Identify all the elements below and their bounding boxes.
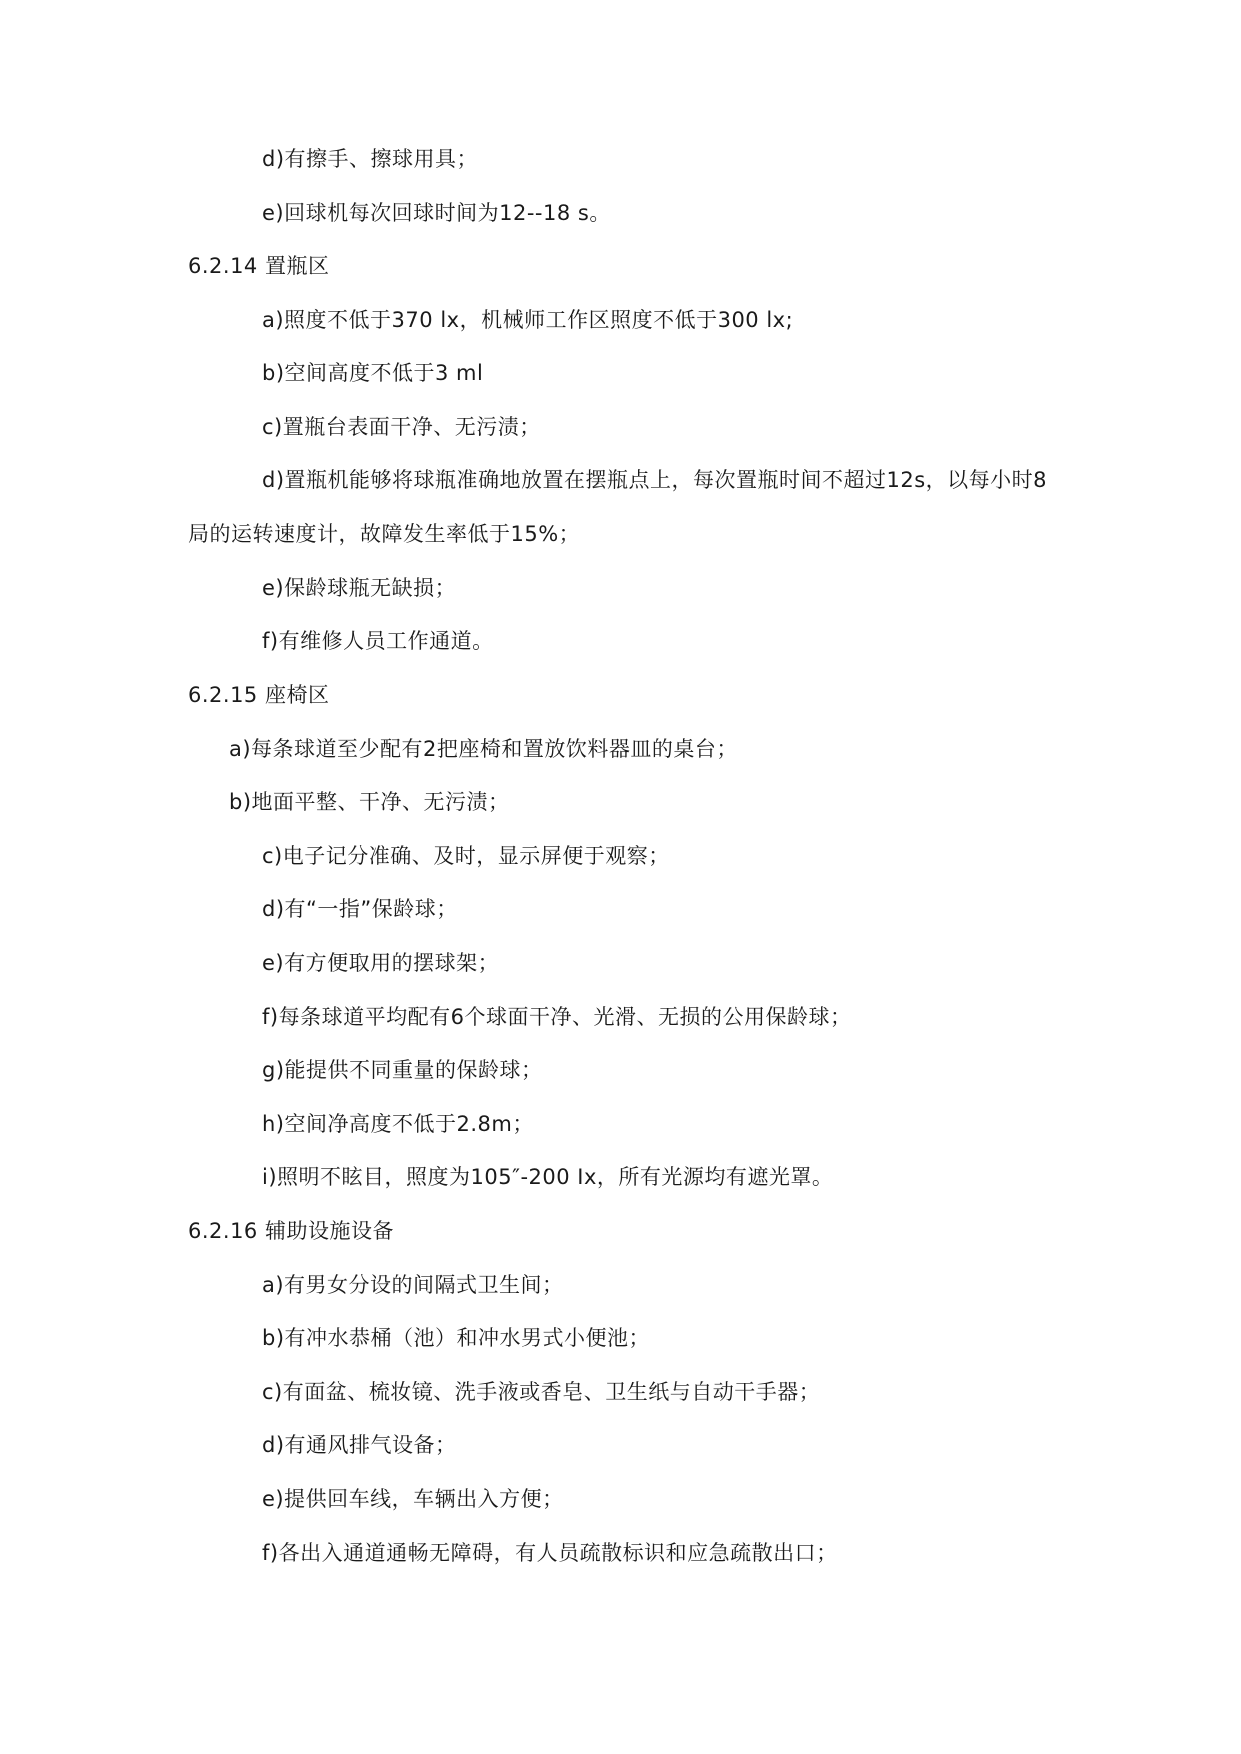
list-item-c-washbasins: c)有面盆、梳妆镜、洗手液或香皂、卫生纸与自动干手器； [262,1380,821,1404]
list-item-b-toilets: b)有冲水恭桶（池）和冲水男式小便池； [262,1326,651,1350]
list-item-e-ball-return-time: e)回球机每次回球时间为12--18 s。 [262,201,611,225]
list-item-f-maintenance-passage: f)有维修人员工作通道。 [262,629,494,653]
list-item-d-one-finger-ball: d)有“一指”保龄球； [262,897,458,921]
list-item-d-towels: d)有擦手、擦球用具； [262,147,479,171]
section-heading-6-2-14: 6.2.14 置瓶区 [188,254,330,278]
list-item-b-floor: b)地面平整、干净、无污渍； [229,790,510,814]
list-item-f-exits: f)各出入通道通畅无障碍，有人员疏散标识和应急疏散出口； [262,1541,838,1565]
list-item-h-clear-height: h)空间净高度不低于2.8m； [262,1112,534,1136]
list-item-a-seats: a)每条球道至少配有2把座椅和置放饮料器皿的桌台； [229,737,738,761]
section-heading-6-2-16: 6.2.16 辅助设施设备 [188,1219,394,1243]
list-item-c-pinsetter-surface: c)置瓶台表面干净、无污渍； [262,415,541,439]
list-item-e-turnaround: e)提供回车线，车辆出入方便； [262,1487,564,1511]
section-heading-6-2-15: 6.2.15 座椅区 [188,683,330,707]
list-item-g-ball-weights: g)能提供不同重量的保龄球； [262,1058,543,1082]
list-item-b-space-height: b)空间高度不低于3 ml [262,361,484,385]
list-item-d-pinsetter-accuracy: d)置瓶机能够将球瓶准确地放置在摆瓶点上，每次置瓶时间不超过12s，以每小时8 [262,468,1048,492]
list-item-f-public-balls: f)每条球道平均配有6个球面干净、光滑、无损的公用保龄球； [262,1005,852,1029]
list-item-a-restrooms: a)有男女分设的间隔式卫生间； [262,1273,564,1297]
list-item-e-ball-rack: e)有方便取用的摆球架； [262,951,500,975]
list-item-e-pins-intact: e)保龄球瓶无缺损； [262,576,457,600]
list-item-c-scoring: c)电子记分准确、及时，显示屏便于观察； [262,844,670,868]
list-item-d-ventilation: d)有通风排气设备； [262,1433,457,1457]
list-item-d-continuation: 局的运转速度计，故障发生率低于15%； [188,522,581,546]
list-item-i-lighting: i)照明不眩目，照度为105″-200 Ix，所有光源均有遮光罩。 [262,1165,834,1189]
list-item-a-illuminance: a)照度不低于370 lx，机械师工作区照度不低于300 lx; [262,308,794,332]
